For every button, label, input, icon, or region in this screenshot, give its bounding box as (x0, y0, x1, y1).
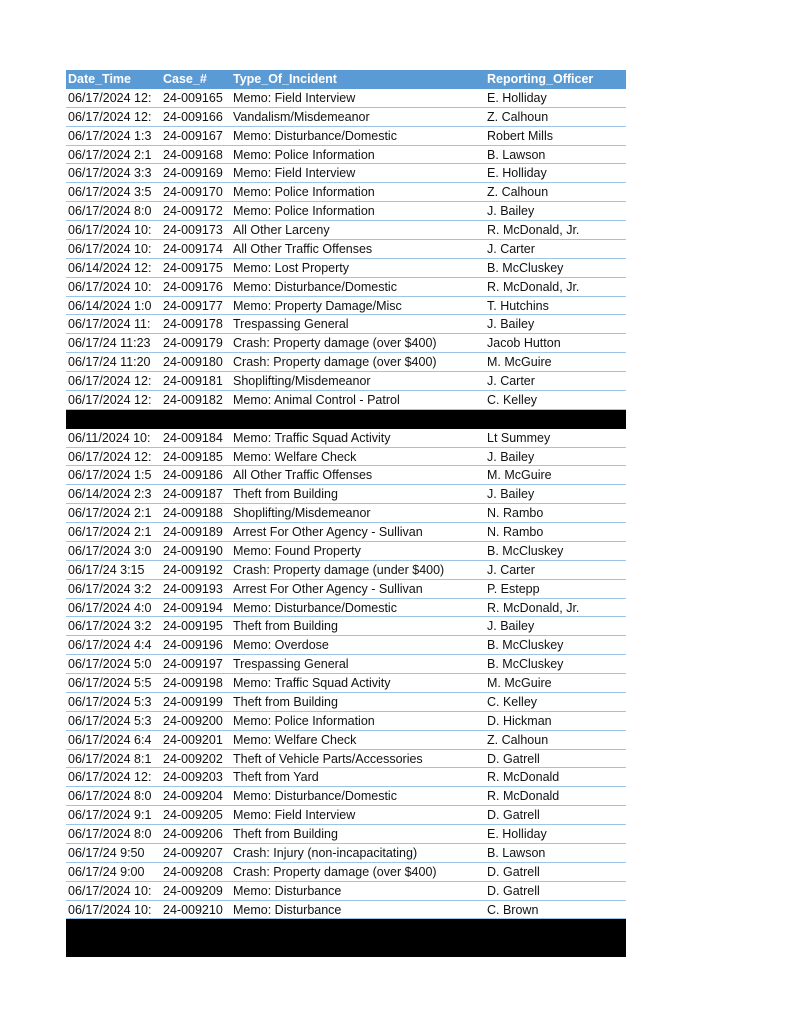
reporting-officer-cell: J. Bailey (487, 487, 535, 502)
case-number-cell: 24-009179 (163, 336, 223, 351)
incident-type-cell: Memo: Property Damage/Misc (233, 298, 402, 313)
reporting-officer-cell: E. Holliday (487, 827, 547, 841)
case-number-cell: 24-009192 (163, 562, 223, 577)
case-number-cell: 24-009208 (163, 864, 223, 879)
case-number-cell: 24-009180 (163, 355, 223, 370)
case-number-cell: 24-009204 (163, 789, 223, 804)
incident-type-cell: Theft of Vehicle Parts/Accessories (233, 751, 423, 766)
case-number-cell: 24-009184 (163, 430, 223, 445)
case-number-cell: 24-009195 (163, 619, 223, 634)
date-time-cell: 06/17/24 9:50 (68, 845, 145, 860)
case-number-cell: 24-009206 (163, 827, 223, 841)
date-time-cell: 06/17/2024 10: (68, 279, 152, 294)
case-number-cell: 24-009187 (163, 487, 223, 502)
incident-type-cell: Theft from Building (233, 827, 338, 841)
incident-type-cell: All Other Traffic Offenses (233, 468, 373, 483)
incident-type-cell: Memo: Field Interview (233, 166, 356, 181)
date-time-cell: 06/17/2024 8:0 (68, 789, 152, 804)
date-time-cell: 06/14/2024 1:0 (68, 298, 152, 313)
reporting-officer-cell: C. Kelley (487, 392, 538, 407)
table-row (66, 712, 626, 731)
case-number-cell: 24-009165 (163, 90, 223, 105)
case-number-cell: 24-009175 (163, 260, 223, 275)
date-time-cell: 06/17/24 11:23 (68, 336, 151, 351)
reporting-officer-cell: E. Holliday (487, 166, 547, 181)
date-time-cell: 06/17/2024 4:0 (68, 600, 152, 615)
incident-type-cell: Memo: Found Property (233, 543, 361, 558)
date-time-cell: 06/17/2024 10: (68, 902, 152, 917)
case-number-cell: 24-009209 (163, 883, 223, 898)
reporting-officer-cell: P. Estepp (487, 581, 540, 596)
incident-type-cell: Memo: Welfare Check (233, 732, 357, 747)
table-row (66, 183, 626, 202)
reporting-officer-cell: J. Bailey (487, 449, 535, 464)
table-row (66, 844, 626, 863)
reporting-officer-cell: J. Carter (487, 241, 535, 256)
incident-type-cell: Memo: Field Interview (233, 808, 356, 823)
date-time-cell: 06/14/2024 12: (68, 260, 152, 275)
incident-type-cell: Memo: Field Interview (233, 90, 356, 105)
date-time-cell: 06/17/24 9:00 (68, 864, 145, 879)
case-number-cell: 24-009172 (163, 204, 223, 219)
table-row (66, 806, 626, 825)
reporting-officer-cell: D. Gatrell (487, 751, 540, 766)
date-time-cell: 06/17/2024 12: (68, 109, 152, 124)
case-number-cell: 24-009210 (163, 902, 223, 917)
reporting-officer-cell: C. Brown (487, 902, 539, 917)
case-number-cell: 24-009201 (163, 732, 223, 747)
incident-type-cell: Memo: Disturbance/Domestic (233, 279, 397, 294)
case-number-cell: 24-009205 (163, 808, 223, 823)
case-number-cell: 24-009197 (163, 657, 223, 672)
date-time-cell: 06/17/2024 5:5 (68, 676, 152, 690)
table-row (66, 429, 626, 448)
reporting-officer-cell: Lt Summey (487, 430, 551, 445)
date-time-cell: 06/17/2024 10: (68, 223, 152, 237)
incident-type-cell: Memo: Disturbance/Domestic (233, 789, 397, 804)
case-number-cell: 24-009169 (163, 166, 223, 181)
incident-type-cell: Crash: Property damage (over $400) (233, 864, 437, 879)
case-number-cell: 24-009181 (163, 374, 223, 388)
table-row (66, 221, 626, 240)
table-body (66, 89, 626, 957)
date-time-cell: 06/17/2024 10: (68, 241, 152, 256)
reporting-officer-cell: M. McGuire (487, 468, 552, 483)
header-row (66, 70, 626, 89)
incident-type-cell: Shoplifting/Misdemeanor (233, 374, 371, 388)
table-row (66, 466, 626, 485)
reporting-officer-cell: Z. Calhoun (487, 185, 549, 200)
table-row (66, 655, 626, 674)
incident-type-cell: Memo: Disturbance (233, 902, 342, 917)
incident-type-cell: Theft from Building (233, 694, 338, 709)
date-time-cell: 06/17/2024 6:4 (68, 732, 152, 747)
incident-type-cell: Arrest For Other Agency - Sullivan (233, 525, 423, 539)
table-row (66, 731, 626, 750)
table-row (66, 674, 626, 693)
incident-type-cell: Memo: Police Information (233, 147, 375, 162)
table-row (66, 617, 626, 636)
reporting-officer-cell: B. Lawson (487, 845, 546, 860)
incident-type-cell: Shoplifting/Misdemeanor (233, 506, 371, 521)
date-time-cell: 06/17/2024 3:2 (68, 581, 152, 596)
incident-type-cell: Trespassing General (233, 657, 349, 672)
incident-type-cell: Crash: Property damage (under $400) (233, 562, 445, 577)
reporting-officer-cell: M. McGuire (487, 676, 552, 690)
incident-type-cell: Memo: Disturbance/Domestic (233, 600, 397, 615)
incident-type-cell: Memo: Overdose (233, 638, 329, 653)
table-row (66, 485, 626, 504)
table-row (66, 391, 626, 410)
reporting-officer-cell: J. Carter (487, 374, 535, 388)
table-row (66, 315, 626, 334)
incident-type-cell: Vandalism/Misdemeanor (233, 109, 370, 124)
header-type-of-incident: Type_Of_Incident (233, 72, 337, 86)
table-row (66, 863, 626, 882)
reporting-officer-cell: D. Hickman (487, 713, 552, 728)
case-number-cell: 24-009207 (163, 845, 223, 860)
incident-type-cell: Memo: Traffic Squad Activity (233, 430, 391, 445)
table-row (66, 825, 626, 844)
date-time-cell: 06/17/2024 2:1 (68, 525, 152, 539)
date-time-cell: 06/17/24 11:20 (68, 355, 151, 370)
case-number-cell: 24-009189 (163, 525, 223, 539)
case-number-cell: 24-009185 (163, 449, 223, 464)
date-time-cell: 06/14/2024 2:3 (68, 487, 152, 502)
case-number-cell: 24-009203 (163, 770, 223, 785)
reporting-officer-cell: Robert Mills (487, 128, 553, 143)
reporting-officer-cell: J. Bailey (487, 619, 535, 634)
incident-type-cell: Crash: Injury (non-incapacitating) (233, 845, 418, 860)
case-number-cell: 24-009193 (163, 581, 223, 596)
table-row (66, 693, 626, 712)
table-row (66, 882, 626, 901)
date-time-cell: 06/17/2024 8:0 (68, 204, 152, 219)
incident-type-cell: Arrest For Other Agency - Sullivan (233, 581, 423, 596)
reporting-officer-cell: T. Hutchins (487, 298, 549, 313)
table-row (66, 259, 626, 278)
date-time-cell: 06/17/2024 12: (68, 374, 152, 388)
table-row (66, 297, 626, 316)
table-row (66, 561, 626, 580)
reporting-officer-cell: B. McCluskey (487, 657, 564, 672)
redacted-row (66, 919, 626, 938)
case-number-cell: 24-009178 (163, 317, 223, 332)
table-row (66, 768, 626, 787)
table-row (66, 89, 626, 108)
incident-type-cell: Theft from Yard (233, 770, 319, 785)
incident-type-cell: Trespassing General (233, 317, 349, 332)
date-time-cell: 06/17/2024 12: (68, 770, 152, 785)
reporting-officer-cell: C. Kelley (487, 694, 538, 709)
reporting-officer-cell: R. McDonald (487, 789, 560, 804)
reporting-officer-cell: Z. Calhoun (487, 109, 549, 124)
incident-type-cell: Theft from Building (233, 487, 338, 502)
date-time-cell: 06/17/2024 5:3 (68, 694, 152, 709)
table-row (66, 278, 626, 297)
table-row (66, 108, 626, 127)
reporting-officer-cell: E. Holliday (487, 90, 547, 105)
reporting-officer-cell: J. Bailey (487, 317, 535, 332)
redacted-row (66, 410, 626, 429)
header-date-time: Date_Time (68, 72, 131, 86)
table-row (66, 334, 626, 353)
incident-type-cell: Memo: Police Information (233, 185, 375, 200)
incident-type-cell: Crash: Property damage (over $400) (233, 355, 437, 370)
table-row (66, 372, 626, 391)
date-time-cell: 06/17/2024 10: (68, 883, 152, 898)
reporting-officer-cell: D. Gatrell (487, 864, 540, 879)
reporting-officer-cell: B. McCluskey (487, 543, 564, 558)
reporting-officer-cell: M. McGuire (487, 355, 552, 370)
reporting-officer-cell: R. McDonald (487, 770, 560, 785)
date-time-cell: 06/17/2024 3:3 (68, 166, 152, 181)
table-row (66, 580, 626, 599)
reporting-officer-cell: R. McDonald, Jr. (487, 279, 580, 294)
incident-type-cell: Memo: Disturbance/Domestic (233, 128, 397, 143)
reporting-officer-cell: J. Carter (487, 562, 535, 577)
date-time-cell: 06/17/2024 2:1 (68, 147, 152, 162)
reporting-officer-cell: N. Rambo (487, 525, 544, 539)
case-number-cell: 24-009196 (163, 638, 223, 653)
date-time-cell: 06/17/2024 11: (68, 317, 151, 332)
incident-type-cell: Crash: Property damage (over $400) (233, 336, 437, 351)
case-number-cell: 24-009194 (163, 600, 223, 615)
header-reporting-officer: Reporting_Officer (487, 72, 594, 86)
reporting-officer-cell: B. Lawson (487, 147, 546, 162)
table-row (66, 164, 626, 183)
table-row (66, 636, 626, 655)
case-number-cell: 24-009190 (163, 543, 223, 558)
date-time-cell: 06/17/2024 5:3 (68, 713, 152, 728)
incident-type-cell: All Other Traffic Offenses (233, 241, 373, 256)
reporting-officer-cell: D. Gatrell (487, 808, 540, 823)
date-time-cell: 06/17/2024 9:1 (68, 808, 152, 823)
table-row (66, 127, 626, 146)
table-row (66, 523, 626, 542)
date-time-cell: 06/17/2024 3:2 (68, 619, 152, 634)
date-time-cell: 06/17/2024 1:5 (68, 468, 152, 483)
date-time-cell: 06/17/2024 3:0 (68, 543, 152, 558)
table-row (66, 353, 626, 372)
incident-type-cell: Memo: Police Information (233, 713, 375, 728)
case-number-cell: 24-009166 (163, 109, 223, 124)
case-number-cell: 24-009182 (163, 392, 223, 407)
table-row (66, 448, 626, 467)
incident-type-cell: Memo: Welfare Check (233, 449, 357, 464)
reporting-officer-cell: Z. Calhoun (487, 732, 549, 747)
incident-type-cell: Memo: Disturbance (233, 883, 342, 898)
incident-report-table (66, 70, 626, 957)
table-row (66, 146, 626, 165)
incident-type-cell: Memo: Police Information (233, 204, 375, 219)
case-number-cell: 24-009168 (163, 147, 223, 162)
date-time-cell: 06/11/2024 10: (68, 430, 151, 445)
redacted-row (66, 938, 626, 957)
incident-type-cell: Memo: Traffic Squad Activity (233, 676, 391, 690)
table-row (66, 901, 626, 920)
date-time-cell: 06/17/2024 12: (68, 90, 152, 105)
table-row (66, 542, 626, 561)
incident-type-cell: Memo: Lost Property (233, 260, 350, 275)
table-row (66, 599, 626, 618)
table-row (66, 202, 626, 221)
case-number-cell: 24-009188 (163, 506, 223, 521)
case-number-cell: 24-009198 (163, 676, 223, 690)
date-time-cell: 06/17/2024 12: (68, 392, 152, 407)
date-time-cell: 06/17/2024 2:1 (68, 506, 152, 521)
date-time-cell: 06/17/2024 8:1 (68, 751, 152, 766)
incident-type-cell: Theft from Building (233, 619, 338, 634)
date-time-cell: 06/17/2024 4:4 (68, 638, 152, 653)
table-row (66, 240, 626, 259)
date-time-cell: 06/17/24 3:15 (68, 562, 145, 577)
case-number-cell: 24-009173 (163, 223, 223, 237)
reporting-officer-cell: R. McDonald, Jr. (487, 600, 580, 615)
header-case-number: Case_# (163, 72, 207, 86)
incident-type-cell: Memo: Animal Control - Patrol (233, 392, 400, 407)
table-row (66, 787, 626, 806)
reporting-officer-cell: B. McCluskey (487, 638, 564, 653)
reporting-officer-cell: N. Rambo (487, 506, 544, 521)
date-time-cell: 06/17/2024 5:0 (68, 657, 152, 672)
case-number-cell: 24-009186 (163, 468, 223, 483)
case-number-cell: 24-009170 (163, 185, 223, 200)
table-row (66, 504, 626, 523)
case-number-cell: 24-009199 (163, 694, 223, 709)
case-number-cell: 24-009200 (163, 713, 223, 728)
reporting-officer-cell: D. Gatrell (487, 883, 540, 898)
table-row (66, 750, 626, 769)
reporting-officer-cell: Jacob Hutton (487, 336, 561, 351)
case-number-cell: 24-009177 (163, 298, 223, 313)
date-time-cell: 06/17/2024 1:3 (68, 128, 152, 143)
reporting-officer-cell: R. McDonald, Jr. (487, 223, 580, 237)
date-time-cell: 06/17/2024 12: (68, 449, 152, 464)
date-time-cell: 06/17/2024 8:0 (68, 827, 152, 841)
case-number-cell: 24-009174 (163, 241, 223, 256)
reporting-officer-cell: J. Bailey (487, 204, 535, 219)
reporting-officer-cell: B. McCluskey (487, 260, 564, 275)
incident-type-cell: All Other Larceny (233, 223, 330, 237)
date-time-cell: 06/17/2024 3:5 (68, 185, 152, 200)
case-number-cell: 24-009176 (163, 279, 223, 294)
case-number-cell: 24-009167 (163, 128, 223, 143)
case-number-cell: 24-009202 (163, 751, 223, 766)
